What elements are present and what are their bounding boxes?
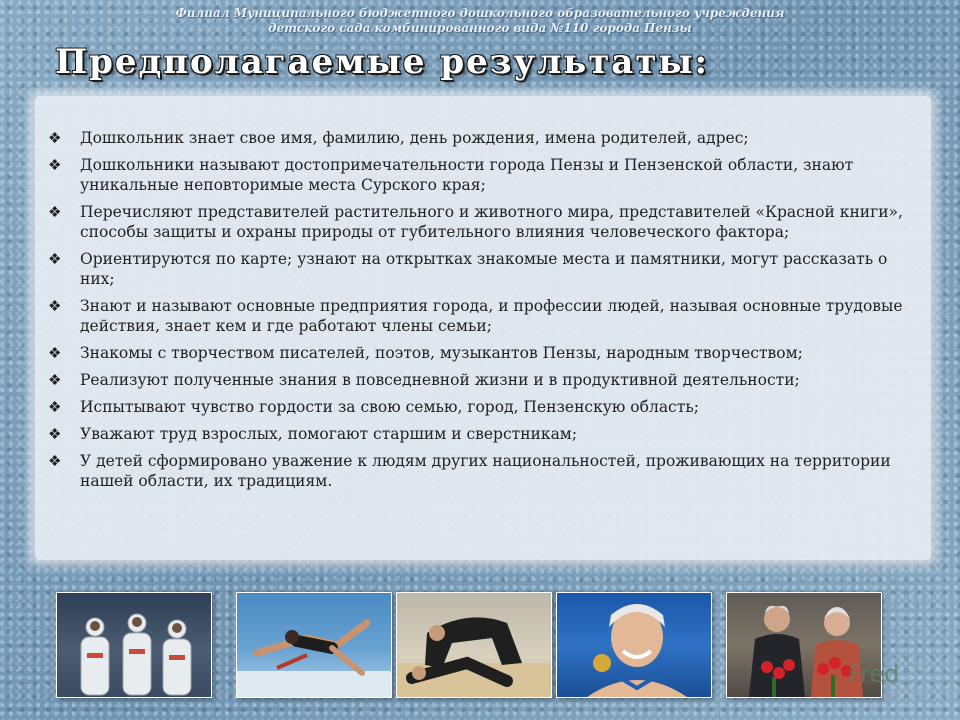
diamond-bullet-icon: ❖	[48, 371, 62, 389]
slide-title: Предполагаемые результаты:	[55, 42, 710, 82]
diamond-bullet-icon: ❖	[48, 250, 62, 268]
diver-illustration	[237, 593, 391, 697]
list-item-text: Реализуют полученные знания в повседневной жизни и в продуктивной деятельности;	[80, 371, 800, 389]
swimmer-medal-photo	[556, 592, 712, 698]
wrestling-photo	[396, 592, 552, 698]
list-item	[46, 128, 926, 148]
list-item	[46, 249, 926, 289]
diamond-bullet-icon: ❖	[48, 156, 62, 174]
list-item	[46, 370, 926, 390]
results-list	[46, 128, 926, 498]
diamond-bullet-icon: ❖	[48, 425, 62, 443]
diver-photo	[236, 592, 392, 698]
list-item-text: Знакомы с творчеством писателей, поэтов, музыкантов Пензы, народным творчеством;	[80, 344, 803, 362]
swimmer-illustration	[557, 593, 711, 697]
list-item	[46, 296, 926, 336]
diamond-bullet-icon: ❖	[48, 344, 62, 362]
diamond-bullet-icon: ❖	[48, 297, 62, 315]
cosmonauts-illustration	[57, 593, 211, 697]
organization-line-2: детского сада комбинированного вида №110 города Пензы	[268, 21, 692, 35]
diamond-bullet-icon: ❖	[48, 452, 62, 470]
list-item	[46, 397, 926, 417]
cosmonauts-photo	[56, 592, 212, 698]
list-item	[46, 451, 926, 491]
diamond-bullet-icon: ❖	[48, 129, 62, 147]
list-item-text: Ориентируются по карте; узнают на открытках знакомые места и памятники, могут рассказать о них;	[80, 250, 888, 288]
list-item	[46, 155, 926, 195]
diamond-bullet-icon: ❖	[48, 203, 62, 221]
list-item-text: Дошкольники называют достопримечательности города Пензы и Пензенской области, знают уникальные неповторимые места Сурского края;	[80, 156, 854, 194]
watermark-logo: Fred	[848, 660, 900, 688]
list-item	[46, 424, 926, 444]
wrestling-illustration	[397, 593, 551, 697]
list-item	[46, 343, 926, 363]
list-item	[46, 202, 926, 242]
diamond-bullet-icon: ❖	[48, 398, 62, 416]
organization-header	[0, 6, 960, 36]
list-item-text: Дошкольник знает свое имя, фамилию, день рождения, имена родителей, адрес;	[80, 129, 749, 147]
organization-line-1: Филиал Муниципального бюджетного дошкольного образовательного учреждения	[175, 6, 785, 20]
list-item-text: Перечисляют представителей растительного и животного мира, представителей «Красной книги», способы защиты и охраны природы от губительного влияния человеческого фактора;	[80, 203, 903, 241]
list-item-text: Испытывают чувство гордости за свою семью, город, Пензенскую область;	[80, 398, 699, 416]
list-item-text: Уважают труд взрослых, помогают старшим и сверстникам;	[80, 425, 578, 443]
list-item-text: Знают и называют основные предприятия города, и профессии людей, называя основные трудовые действия, знает кем и где работают члены семьи;	[80, 297, 903, 335]
photo-strip	[0, 592, 960, 698]
list-item-text: У детей сформировано уважение к людям других национальностей, проживающих на территории нашей области, их традициям.	[80, 452, 891, 490]
